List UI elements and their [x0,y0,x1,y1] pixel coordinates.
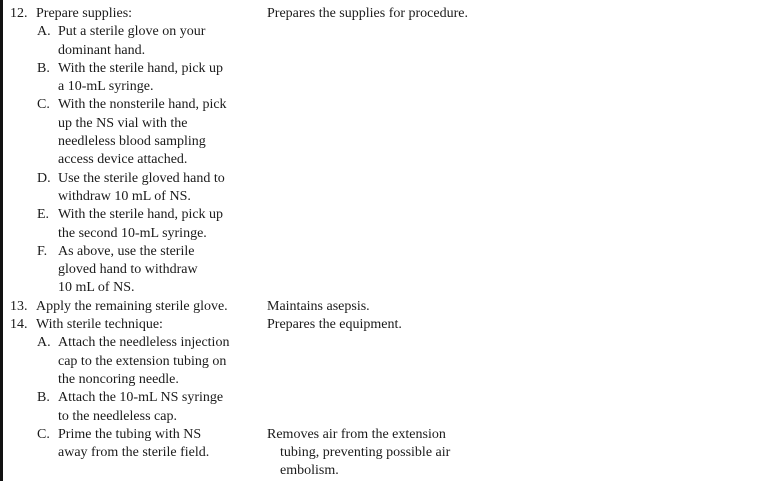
substep [0,206,267,243]
substep-text: withdraw 10 mL of NS. [58,188,191,204]
rationale-cell [267,426,771,481]
substep-line [0,206,267,224]
step-14. [0,316,267,334]
substep-text: Use the sterile gloved hand to [58,170,225,186]
step-cell [0,316,267,426]
substep-letter: D. [37,170,51,186]
substep-line [0,42,267,60]
substep-line [0,353,267,371]
substep-text: With the nonsterile hand, pick [58,97,227,113]
substep-text: gloved hand to withdraw [58,262,198,278]
substep-line [0,334,267,352]
substep-line [0,261,267,279]
substep-text: to the needleless cap. [58,408,177,424]
step-13. [0,298,267,316]
substep-line [0,133,267,151]
substep-text: With the sterile hand, pick up [58,207,224,223]
substep-text: the noncoring needle. [58,371,179,387]
step-number: 12. [10,6,28,21]
rationale-cell [267,5,771,298]
substep-line [0,60,267,78]
substep-line [0,151,267,169]
substep-text: access device attached. [58,152,188,168]
rationale-line: Maintains asepsis. [267,298,370,314]
rationale-line: embolism. [280,463,339,479]
substep-line [0,78,267,96]
substep-line [0,426,267,444]
substep-line [0,389,267,407]
substep-line [0,96,267,114]
substep-text: Put a sterile glove on your [58,24,206,40]
substep-line [0,115,267,133]
rationale-line: Prepares the equipment. [267,317,402,333]
substep-letter: C. [37,97,50,113]
substep-text: needleless blood sampling [58,134,206,150]
step-12. [0,5,267,23]
substep-text: a 10-mL syringe. [58,79,154,95]
substep [0,23,267,60]
substep-text: the second 10-mL syringe. [58,225,207,241]
substep-text: Attach the needleless injection [58,335,230,351]
substep-letter: A. [37,24,51,40]
rationale-cell [267,298,771,316]
rationale-line: Removes air from the extension [267,426,446,442]
table-row [0,5,771,298]
substep [0,426,267,463]
step-line [0,5,267,23]
substep-text: away from the sterile field. [58,445,210,461]
substep-letter: A. [37,335,51,351]
table-row [0,298,771,316]
substep-text: As above, use the sterile [58,243,195,259]
substep-text: Prime the tubing with NS [58,426,202,442]
substep-line [0,243,267,261]
substep [0,334,267,389]
substep-line [0,170,267,188]
substep-letter: E. [37,207,50,223]
substep [0,243,267,298]
step-line [0,316,267,334]
substep-text: 10 mL of NS. [58,280,135,296]
substep-line [0,371,267,389]
rationale-line: tubing, preventing possible air [280,445,451,461]
rationale-line: Prepares the supplies for procedure. [267,6,468,21]
substep-text: cap to the extension tubing on [58,353,227,369]
substep [0,389,267,426]
step-number: 14. [10,317,28,333]
substep-line [0,444,267,462]
substep-letter: B. [37,390,50,406]
substep-text: With the sterile hand, pick up [58,60,224,76]
substep [0,60,267,97]
step-text: Apply the remaining sterile glove. [36,298,228,314]
step-cell [0,426,267,481]
substep [0,96,267,169]
substep-line [0,23,267,41]
step-cell [0,298,267,316]
substep-letter: B. [37,60,50,76]
substep-line [0,225,267,243]
substep-letter: C. [37,426,50,442]
substep-line [0,408,267,426]
substep-text: dominant hand. [58,42,146,58]
substep-line [0,188,267,206]
step-text: Prepare supplies: [36,6,133,21]
substep-letter: F. [37,243,48,259]
substep [0,170,267,207]
table-row [0,426,771,481]
rationale-cell [267,316,771,426]
step-text: With sterile technique: [36,317,163,333]
procedure-table [0,5,771,481]
substep-text: up the NS vial with the [58,115,188,131]
step-number: 13. [10,298,28,314]
step-cell [0,5,267,298]
substep-line [0,279,267,297]
substep-text: Attach the 10-mL NS syringe [58,390,224,406]
step-line [0,298,267,316]
table-row [0,316,771,426]
